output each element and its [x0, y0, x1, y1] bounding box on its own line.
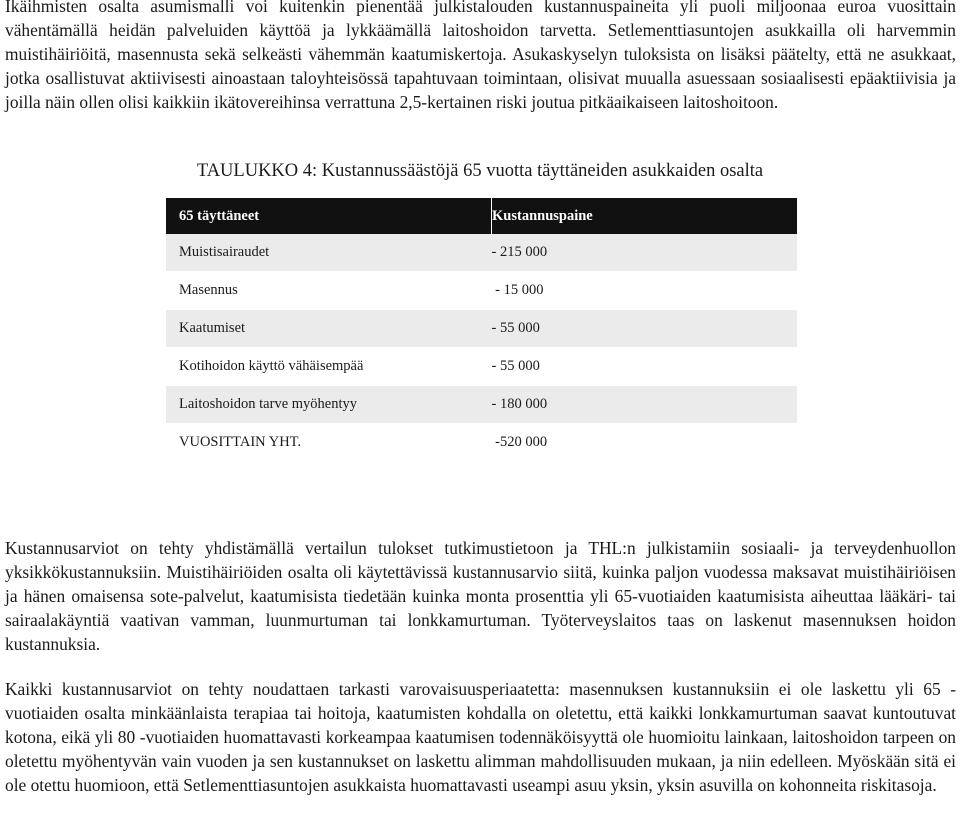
total-value-text: -520 000 — [491, 434, 548, 450]
row-value-text: - 180 000 — [491, 396, 548, 412]
column-header-group: 65 täyttäneet — [166, 198, 492, 234]
table-row — [166, 386, 797, 424]
cost-savings-table — [166, 198, 797, 462]
row-label: Kotihoidon käyttö vähäisempää — [166, 348, 492, 386]
estimates-paragraph: Kustannusarviot on tehty yhdistämällä vertailun tulokset tutkimustietoon ja THL:n julkistamiin sosiaali- ja terveydenhuollon yksikkökustannuksiin. Muistihäiriöiden osalta oli käytettävissä kustannusarvio siitä, kuinka paljon vuodessa maksavat muistihäiriöisen ja hänen omaisensa sote-palvelut, kaatumisista tiedetään kuinka monta prosenttia yli 65-vuotiaiden kaatumisista aiheuttaa lääkäri- tai sairaalakäyntiä vaativan vamman, luunmurtuman tai lonkkamurtuman. Työterveyslaitos taas on laskenut masennuksen hoidon kustannuksia. — [5, 538, 956, 654]
intro-paragraph: Ikäihmisten osalta asumismalli voi kuitenkin pienentää julkistalouden kustannuspaineita yli puoli miljoonaa euroa vuosittain vähentämällä heidän palveluiden käyttöä ja lykkäämällä laitoshoidon tarvetta. Setlementtiasuntojen asukkailla oli harvemmin muistihäiriöitä, masennusta sekä selkeästi vähemmän kaatumiskertoja. Asukaskyselyn tuloksista on lisäksi päätelty, että ne asukkaat, jotka osallistuvat aktiivisesti ainoastaan taloyhteisössä tapahtuvaan toimintaan, olisivat muualla asuessaan sosiaalisesti epäaktiivisia ja joilla näin ollen olisi kaikkiin ikätovereihinsa verrattuna 2,5-kertainen riski joutua pitkäaikaiseen laitoshoitoon. — [5, 0, 956, 112]
total-value — [492, 424, 798, 462]
row-value-text: - 55 000 — [491, 358, 540, 374]
table-header-row — [166, 198, 797, 234]
row-label: Kaatumiset — [166, 310, 492, 348]
row-value — [492, 386, 798, 424]
row-value-text: - 215 000 — [491, 244, 548, 260]
row-value — [492, 234, 798, 272]
row-value — [492, 272, 798, 310]
row-label: Masennus — [166, 272, 492, 310]
row-value-text: - 55 000 — [491, 320, 540, 336]
table-row — [166, 272, 797, 310]
table-total-row — [166, 424, 797, 462]
table-row — [166, 234, 797, 272]
table-caption: TAULUKKO 4: Kustannussäästöjä 65 vuotta täyttäneiden asukkaiden osalta — [196, 161, 764, 181]
total-label: VUOSITTAIN YHT. — [166, 424, 492, 462]
row-label: Muistisairaudet — [166, 234, 492, 272]
row-label: Laitoshoidon tarve myöhentyy — [166, 386, 492, 424]
caution-paragraph: Kaikki kustannusarviot on tehty noudattaen tarkasti varovaisuusperiaatetta: masennuksen kustannuksiin ei ole laskettu yli 65 -vuotiaiden osalta minkäänlaista terapiaa tai hoitoja, kaatumisten kohdalla on oletettu, että kaikki lonkkamurtuman saavat kuntoutuvat kotona, eikä yli 80 -vuotiaiden huomattavasti korkeampaa kaatumisen todennäköisyyttä ole huomioitu lainkaan, laitoshoidon tarpeen on oletettu myöhentyvän vain vuoden ja sen kustannukset on laskettu alimman mahdollisuuden mukaan, ja niin edelleen. Myöskään sitä ei ole otettu huomioon, että Setlementtiasuntojen asukkaista huomattavasti useampi asuu yksin, yksin asuvilla on kohonneita riskitasoja. — [5, 679, 956, 795]
row-value-text: - 15 000 — [491, 282, 544, 298]
column-header-cost: Kustannuspaine — [492, 198, 798, 234]
table-row — [166, 348, 797, 386]
table-row — [166, 310, 797, 348]
row-value — [492, 348, 798, 386]
row-value — [492, 310, 798, 348]
